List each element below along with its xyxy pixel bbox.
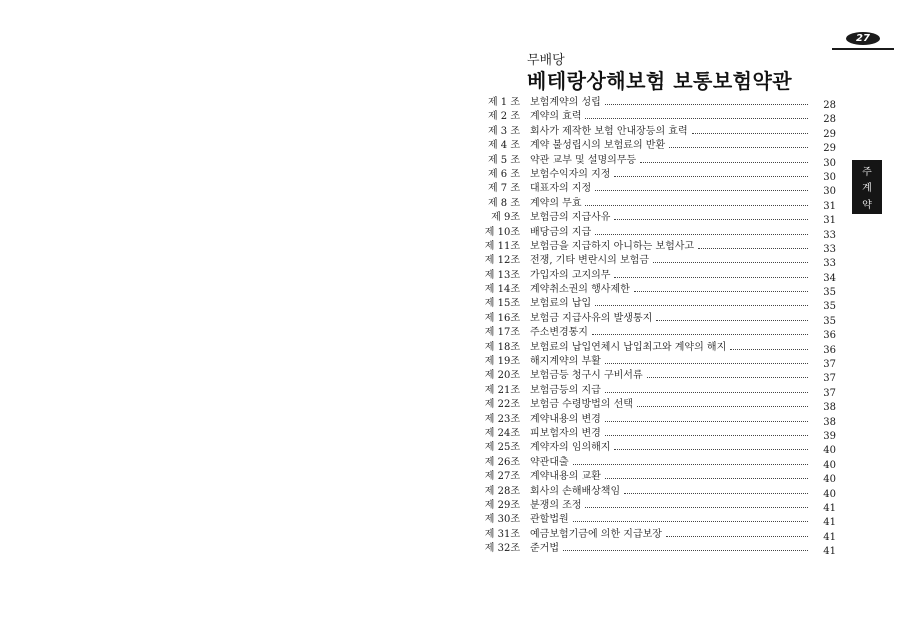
toc-entry xyxy=(458,355,838,369)
toc-article-title: 계약취소권의 행사제한 xyxy=(530,284,630,296)
toc-entry xyxy=(458,441,838,455)
toc-leader-dots xyxy=(595,190,808,191)
toc-article-title: 준거법 xyxy=(530,543,559,555)
toc-leader-dots xyxy=(585,118,808,119)
toc-article-title: 해지계약의 부활 xyxy=(530,356,601,368)
toc-article-title: 예금보험기금에 의한 지급보장 xyxy=(530,528,662,540)
toc-entry xyxy=(458,96,838,110)
toc-article-title: 보험계약의 성립 xyxy=(530,97,601,108)
toc-leader-dots xyxy=(637,406,808,407)
toc-page-number: 37 xyxy=(823,387,836,399)
toc-article-title: 대표자의 지정 xyxy=(530,183,592,195)
side-tab-char: 계 xyxy=(862,183,872,195)
toc-article-title: 보험금 수령방법의 선택 xyxy=(530,399,633,411)
toc-entry xyxy=(458,211,838,225)
toc-page-number: 31 xyxy=(823,200,836,212)
toc-article-title: 약관대출 xyxy=(530,456,569,468)
toc-article-number: 제 4 조 xyxy=(487,140,520,152)
page-number-underline xyxy=(832,48,894,50)
toc-article-title: 보험수익자의 지정 xyxy=(530,168,611,180)
side-tab-char: 주 xyxy=(862,166,872,178)
page-number-badge: 27 xyxy=(846,32,880,45)
toc-leader-dots xyxy=(666,536,808,537)
toc-article-title: 보험금등 청구시 구비서류 xyxy=(530,370,643,382)
toc-article-number: 제 11조 xyxy=(484,240,520,252)
toc-page-number: 33 xyxy=(823,243,836,255)
toc-page-number: 33 xyxy=(823,229,836,241)
toc-leader-dots xyxy=(595,305,808,306)
toc-article-title: 계약의 효력 xyxy=(530,111,582,123)
toc-article-number: 제 16조 xyxy=(484,312,520,324)
toc-page-number: 34 xyxy=(823,272,836,284)
side-section-tab xyxy=(852,160,882,214)
toc-leader-dots xyxy=(647,377,808,378)
toc-page-number: 39 xyxy=(823,430,836,442)
toc-article-number: 제 20조 xyxy=(484,370,520,382)
toc-page-number: 30 xyxy=(823,171,836,183)
toc-leader-dots xyxy=(592,334,808,335)
toc-article-title: 회사가 제작한 보험 안내장등의 효력 xyxy=(530,125,688,137)
toc-leader-dots xyxy=(614,176,808,177)
toc-leader-dots xyxy=(573,464,808,465)
toc-article-number: 제 5 조 xyxy=(487,154,520,166)
toc-page-number: 35 xyxy=(823,287,836,299)
toc-page-number: 36 xyxy=(823,330,836,342)
toc-leader-dots xyxy=(653,262,808,263)
toc-entry xyxy=(458,240,838,254)
toc-article-number: 제 7 조 xyxy=(487,183,520,195)
toc-article-title: 가입자의 고지의무 xyxy=(530,269,611,281)
toc-article-title: 분쟁의 조정 xyxy=(530,499,582,511)
toc-page-number: 28 xyxy=(823,100,836,111)
toc-article-number: 제 29조 xyxy=(484,499,520,511)
toc-page-number: 40 xyxy=(823,445,836,457)
toc-entry xyxy=(458,470,838,484)
toc-page-number: 40 xyxy=(823,488,836,500)
toc-article-number: 제 13조 xyxy=(484,269,520,281)
toc-page-number: 37 xyxy=(823,373,836,385)
toc-leader-dots xyxy=(605,435,808,436)
document-title: 베테랑상해보험 보통보험약관 xyxy=(527,69,793,93)
toc-entry xyxy=(458,269,838,283)
toc-article-title: 전쟁, 기타 변란시의 보험금 xyxy=(530,255,649,267)
document-subtitle: 무배당 xyxy=(527,53,565,68)
toc-page-number: 30 xyxy=(823,186,836,198)
toc-page-number: 29 xyxy=(823,143,836,155)
toc-entry xyxy=(458,369,838,383)
toc-article-number: 제 23조 xyxy=(484,413,520,425)
toc-article-title: 계약내용의 교환 xyxy=(530,471,601,483)
toc-leader-dots xyxy=(585,205,808,206)
toc-article-number: 제 12조 xyxy=(484,255,520,267)
toc-article-title: 주소변경통지 xyxy=(530,327,588,339)
toc-leader-dots xyxy=(605,363,808,364)
toc-article-number: 제 21조 xyxy=(484,384,520,396)
toc-entry xyxy=(458,341,838,355)
toc-article-number: 제 3 조 xyxy=(487,125,520,137)
toc-article-number: 제 31조 xyxy=(484,528,520,540)
toc-leader-dots xyxy=(640,162,808,163)
toc-leader-dots xyxy=(730,349,808,350)
toc-article-number: 제 32조 xyxy=(484,543,520,555)
toc-entry xyxy=(458,139,838,153)
toc-article-number: 제 22조 xyxy=(484,399,520,411)
toc-article-number: 제 17조 xyxy=(484,327,520,339)
toc-article-title: 회사의 손해배상책임 xyxy=(530,485,621,497)
toc-leader-dots xyxy=(624,493,808,494)
toc-article-title: 보험금 지급사유의 발생통지 xyxy=(530,312,653,324)
toc-entry xyxy=(458,542,838,556)
toc-page-number: 41 xyxy=(823,531,836,543)
toc-article-title: 약관 교부 및 설명의무등 xyxy=(530,154,637,166)
toc-leader-dots xyxy=(585,507,808,508)
toc-entry xyxy=(458,384,838,398)
toc-article-title: 피보험자의 변경 xyxy=(530,427,601,439)
toc-article-number: 제 28조 xyxy=(484,485,520,497)
toc-page-number: 35 xyxy=(823,315,836,327)
toc-article-number: 제 8 조 xyxy=(487,197,520,209)
toc-leader-dots xyxy=(595,234,808,235)
toc-leader-dots xyxy=(614,449,808,450)
toc-entry xyxy=(458,254,838,268)
toc-leader-dots xyxy=(605,478,808,479)
toc-article-title: 보험료의 납입연체시 납입최고와 계약의 해지 xyxy=(530,341,727,353)
toc-entry xyxy=(458,283,838,297)
toc-article-number: 제 19조 xyxy=(484,356,520,368)
toc-article-title: 관할법원 xyxy=(530,514,569,526)
toc-page-number: 36 xyxy=(823,344,836,356)
toc-article-title: 보험금을 지급하지 아니하는 보험사고 xyxy=(530,240,695,252)
toc-page-number: 35 xyxy=(823,301,836,313)
toc-article-title: 배당금의 지급 xyxy=(530,226,592,238)
toc-entry xyxy=(458,456,838,470)
toc-entry xyxy=(458,154,838,168)
toc-article-number: 제 9조 xyxy=(491,212,520,224)
toc-page-number: 40 xyxy=(823,459,836,471)
toc-page-number: 30 xyxy=(823,157,836,169)
toc-leader-dots xyxy=(563,550,808,551)
toc-article-number: 제 27조 xyxy=(484,471,520,483)
toc-leader-dots xyxy=(692,133,808,134)
toc-page-number: 37 xyxy=(823,359,836,371)
toc-entry xyxy=(458,182,838,196)
toc-leader-dots xyxy=(605,104,808,105)
toc-entry xyxy=(458,110,838,124)
toc-leader-dots xyxy=(656,320,808,321)
toc-article-title: 보험료의 납입 xyxy=(530,298,592,310)
toc-leader-dots xyxy=(634,291,808,292)
toc-article-number: 제 15조 xyxy=(484,298,520,310)
toc-article-number: 제 25조 xyxy=(484,442,520,454)
toc-article-number: 제 24조 xyxy=(484,427,520,439)
toc-entry xyxy=(458,499,838,513)
toc-entry xyxy=(458,168,838,182)
toc-article-number: 제 18조 xyxy=(484,341,520,353)
toc-leader-dots xyxy=(698,248,808,249)
side-tab-char: 약 xyxy=(862,200,872,212)
toc-page-number: 29 xyxy=(823,128,836,140)
toc-article-number: 제 26조 xyxy=(484,456,520,468)
toc-entry xyxy=(458,485,838,499)
toc-article-title: 계약내용의 변경 xyxy=(530,413,601,425)
toc-entry xyxy=(458,413,838,427)
toc-entry xyxy=(458,513,838,527)
toc-page-number: 31 xyxy=(823,215,836,227)
toc-article-title: 보험금의 지급사유 xyxy=(530,212,611,224)
toc-page-number: 41 xyxy=(823,517,836,529)
toc-leader-dots xyxy=(614,277,808,278)
toc-article-number: 제 10조 xyxy=(484,226,520,238)
toc-article-title: 계약 불성립시의 보험료의 반환 xyxy=(530,140,666,152)
toc-article-title: 보험금등의 지급 xyxy=(530,384,601,396)
toc-page-number: 41 xyxy=(823,502,836,514)
table-of-contents xyxy=(458,96,838,557)
toc-entry xyxy=(458,197,838,211)
toc-entry xyxy=(458,326,838,340)
toc-article-number: 제 14조 xyxy=(484,284,520,296)
toc-leader-dots xyxy=(669,147,808,148)
toc-article-number: 제 30조 xyxy=(484,514,520,526)
toc-page-number: 41 xyxy=(823,546,836,558)
toc-entry xyxy=(458,528,838,542)
toc-leader-dots xyxy=(605,392,808,393)
toc-article-title: 계약자의 임의해지 xyxy=(530,442,611,454)
toc-leader-dots xyxy=(605,421,808,422)
toc-entry xyxy=(458,297,838,311)
toc-entry xyxy=(458,427,838,441)
toc-page-number: 33 xyxy=(823,258,836,270)
toc-article-number: 제 1 조 xyxy=(487,97,520,108)
toc-page-number: 28 xyxy=(823,114,836,126)
toc-page-number: 40 xyxy=(823,474,836,486)
toc-entry xyxy=(458,398,838,412)
toc-article-number: 제 6 조 xyxy=(487,168,520,180)
toc-article-title: 계약의 무효 xyxy=(530,197,582,209)
toc-leader-dots xyxy=(614,219,808,220)
toc-leader-dots xyxy=(573,521,808,522)
toc-entry xyxy=(458,226,838,240)
toc-entry xyxy=(458,125,838,139)
toc-article-number: 제 2 조 xyxy=(487,111,520,123)
toc-entry xyxy=(458,312,838,326)
toc-page-number: 38 xyxy=(823,416,836,428)
toc-page-number: 38 xyxy=(823,402,836,414)
